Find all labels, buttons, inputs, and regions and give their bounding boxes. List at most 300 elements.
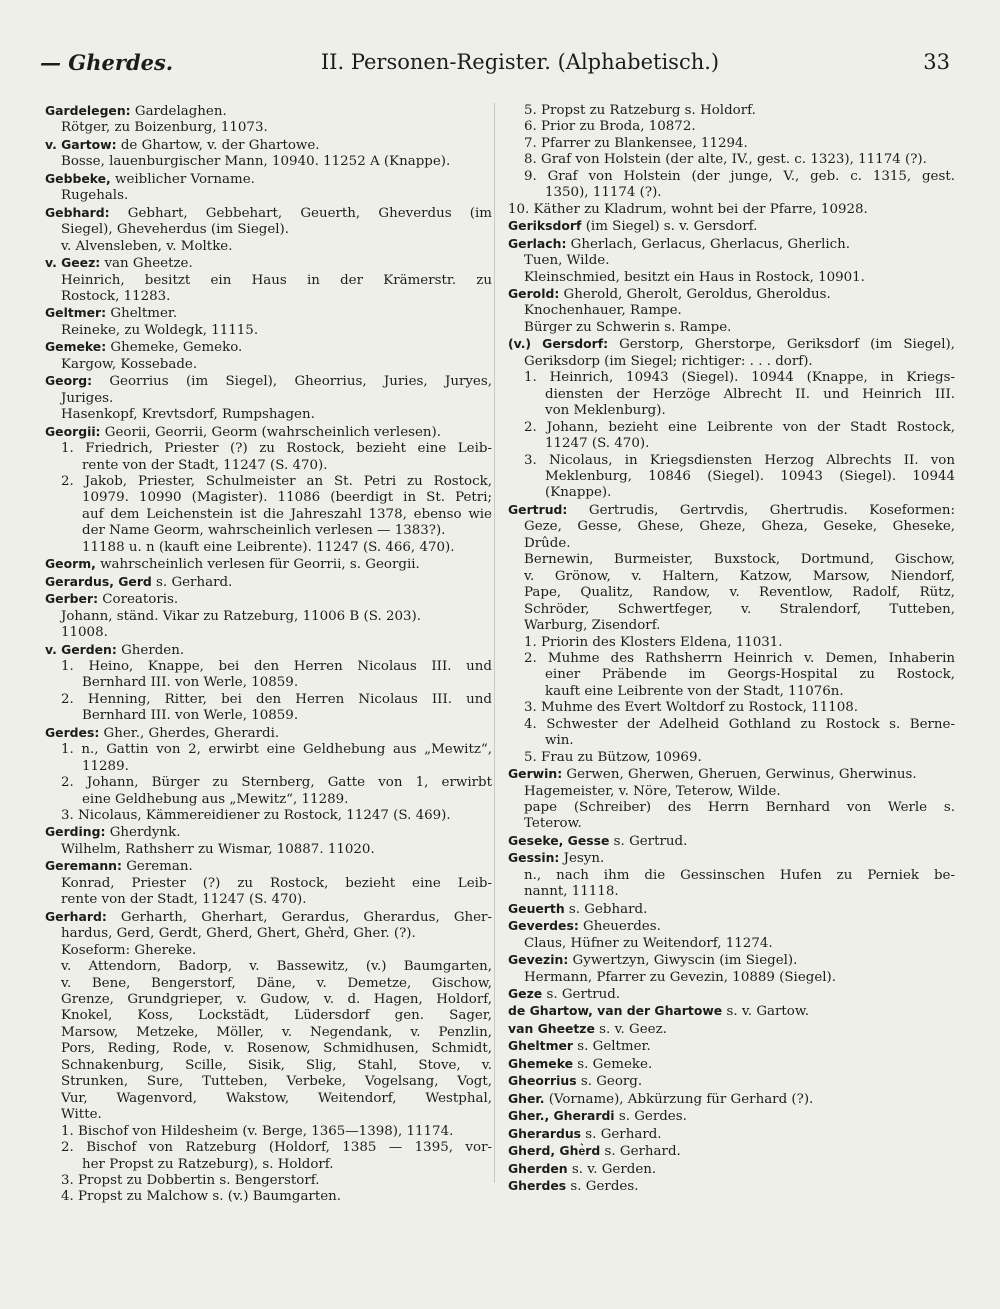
entry-text: einer Präbende im Georgs-Hospital zu Rostock, bbox=[545, 667, 955, 683]
entry-text: Reineke, zu Woldegk, 11115. bbox=[61, 322, 259, 338]
entry-text: s. v. Gerden. bbox=[567, 1161, 657, 1177]
index-line bbox=[45, 926, 492, 942]
index-line bbox=[45, 1008, 492, 1024]
index-line bbox=[45, 357, 492, 373]
index-line bbox=[45, 1124, 492, 1140]
index-entry bbox=[508, 502, 955, 519]
entry-text: 2. Johann, bezieht eine Leibrente von der Stadt Rostock, bbox=[524, 419, 955, 435]
entry-text: v. Attendorn, Badorp, v. Bassewitz, (v.) Baumgarten, bbox=[61, 959, 492, 975]
entry-text: 2. Bischof von Ratzeburg (Holdorf, 1385 — 1395, vor- bbox=[61, 1140, 492, 1156]
entry-text: Gywertzyn, Giwyscin (im Siegel). bbox=[568, 953, 798, 969]
entry-headword: Georgii: bbox=[45, 423, 101, 439]
entry-headword: Geseke, Gesse bbox=[508, 832, 610, 848]
index-line bbox=[45, 708, 492, 724]
index-line bbox=[508, 800, 955, 816]
entry-text: s. Gerhard. bbox=[151, 574, 233, 590]
entry-text: 11008. bbox=[61, 625, 108, 641]
entry-text: Geriksdorp (im Siegel; richtiger: . . . dorf). bbox=[524, 353, 813, 369]
entry-text: Vur, Wagenvord, Wakstow, Weitendorf, Westphal, bbox=[61, 1090, 492, 1106]
entry-text: s. Georg. bbox=[576, 1074, 643, 1090]
index-entry bbox=[45, 909, 492, 926]
index-line bbox=[508, 119, 955, 135]
entry-text: eine Geldhebung aus „Mewitz“, 11289. bbox=[82, 791, 349, 807]
index-line bbox=[508, 936, 955, 952]
index-entry bbox=[45, 642, 492, 659]
index-entry bbox=[508, 1143, 955, 1160]
entry-text: Hagemeister, v. Nöre, Teterow, Wilde. bbox=[524, 783, 781, 799]
entry-text: Gardelaghen. bbox=[130, 104, 227, 119]
index-entry bbox=[45, 305, 492, 322]
entry-headword: Geremann: bbox=[45, 858, 122, 874]
index-line bbox=[508, 320, 955, 336]
entry-text: (im Siegel) s. v. Gersdorf. bbox=[581, 219, 758, 235]
index-line bbox=[45, 474, 492, 490]
entry-text: (Vorname), Abkürzung für Gerhard (?). bbox=[544, 1091, 814, 1107]
entry-text: Gher., Gherdes, Gherardi. bbox=[99, 725, 280, 741]
index-entry bbox=[508, 918, 955, 935]
index-entry bbox=[508, 1073, 955, 1090]
entry-headword: Gerhard: bbox=[45, 908, 107, 924]
entry-text: diensten der Herzöge Albrecht II. und Heinrich III. bbox=[545, 386, 955, 402]
index-line bbox=[508, 387, 955, 403]
entry-headword: Gher., Gherardi bbox=[508, 1108, 615, 1124]
entry-headword: Gherd, Ghe͛rd bbox=[508, 1143, 601, 1159]
index-line bbox=[45, 441, 492, 457]
entry-text: Teterow. bbox=[524, 816, 582, 832]
index-entry bbox=[508, 850, 955, 867]
index-line bbox=[45, 943, 492, 959]
left-column bbox=[45, 103, 492, 1206]
running-head-left: — Gherdes. bbox=[40, 50, 174, 75]
entry-text: Rugehals. bbox=[61, 188, 129, 204]
index-line bbox=[45, 625, 492, 641]
index-line bbox=[508, 136, 955, 152]
entry-text: her Propst zu Ratzeburg), s. Holdorf. bbox=[82, 1156, 334, 1172]
entry-text: Knokel, Koss, Lockstädt, Lüdersdorf gen. Sager, bbox=[61, 1008, 492, 1024]
entry-headword: Gher. bbox=[508, 1090, 545, 1106]
entry-text: Georii, Georrii, Georm (wahrscheinlich verlesen). bbox=[100, 424, 442, 440]
entry-headword: Gerdes: bbox=[45, 724, 100, 740]
index-line bbox=[45, 876, 492, 892]
entry-headword: (v.) Gersdorf: bbox=[508, 336, 609, 352]
entry-headword: Gevezin: bbox=[508, 952, 569, 968]
index-line bbox=[508, 868, 955, 884]
index-line bbox=[508, 152, 955, 168]
running-head-title: II. Personen-Register. (Alphabetisch.) bbox=[320, 50, 720, 74]
entry-text: Drûde. bbox=[524, 535, 571, 551]
entry-text: Rostock, 11283. bbox=[61, 288, 171, 304]
entry-text: de Ghartow, v. der Ghartowe. bbox=[116, 137, 320, 153]
index-line bbox=[508, 750, 955, 766]
index-line bbox=[508, 169, 955, 185]
entry-text: s. Gertrud. bbox=[609, 833, 688, 849]
entry-text: 5. Frau zu Bützow, 10969. bbox=[524, 749, 702, 765]
index-line bbox=[508, 469, 955, 485]
index-line bbox=[45, 742, 492, 758]
index-entry bbox=[45, 103, 492, 120]
entry-text: Warburg, Zisendorf. bbox=[524, 618, 661, 634]
entry-text: 6. Prior zu Broda, 10872. bbox=[524, 119, 696, 135]
entry-text: Koseform: Ghereke. bbox=[61, 942, 197, 958]
entry-text: Schnakenburg, Scille, Sisik, Slig, Stahl, Stove, v. bbox=[61, 1057, 492, 1073]
entry-text: Ghemeke, Gemeko. bbox=[106, 340, 243, 356]
index-line bbox=[508, 485, 955, 501]
entry-text: 5. Propst zu Ratzeburg s. Holdorf. bbox=[524, 103, 756, 118]
index-line bbox=[508, 453, 955, 469]
index-line bbox=[45, 490, 492, 506]
index-entry bbox=[508, 1091, 955, 1108]
entry-text: (Knappe). bbox=[545, 485, 612, 501]
index-line bbox=[508, 202, 955, 218]
index-line bbox=[45, 120, 492, 136]
index-line bbox=[45, 222, 492, 238]
index-line bbox=[508, 733, 955, 749]
entry-text: Rötger, zu Boizenburg, 11073. bbox=[61, 120, 268, 136]
entry-headword: Geverdes: bbox=[508, 918, 579, 934]
entry-text: 4. Propst zu Malchow s. (v.) Baumgarten. bbox=[61, 1189, 342, 1205]
index-line bbox=[45, 1058, 492, 1074]
index-line bbox=[45, 188, 492, 204]
index-line bbox=[45, 659, 492, 675]
entry-text: s. Gerdes. bbox=[566, 1179, 639, 1194]
index-entry bbox=[45, 725, 492, 742]
entry-text: Grenze, Grundgrieper, v. Gudow, v. d. Hagen, Holdorf, bbox=[61, 992, 492, 1008]
index-line bbox=[508, 667, 955, 683]
entry-text: 3. Muhme des Evert Woltdorf zu Rostock, 11108. bbox=[524, 700, 859, 716]
entry-text: 4. Schwester der Adelheid Gothland zu Rostock s. Berne- bbox=[524, 716, 955, 732]
index-entry bbox=[508, 1178, 955, 1195]
entry-text: Konrad, Priester (?) zu Rostock, bezieht eine Leib- bbox=[61, 875, 492, 891]
entry-text: 3. Nicolaus, in Kriegsdiensten Herzog Albrechts II. von bbox=[524, 452, 955, 468]
entry-text: Gheuerdes. bbox=[578, 919, 661, 935]
index-entry bbox=[508, 1003, 955, 1020]
entry-text: Pape, Qualitz, Randow, v. Reventlow, Radolf, Rütz, bbox=[524, 585, 955, 601]
entry-text: 1. Priorin des Klosters Eldena, 11031. bbox=[524, 634, 783, 650]
entry-headword: v. Gerden: bbox=[45, 641, 117, 657]
entry-headword: de Ghartow, van der Ghartowe bbox=[508, 1003, 723, 1019]
entry-headword: Ghemeke bbox=[508, 1055, 574, 1071]
index-entry bbox=[508, 1108, 955, 1125]
index-line bbox=[508, 618, 955, 634]
entry-headword: Gheltmer bbox=[508, 1038, 573, 1054]
entry-text: Wilhelm, Rathsherr zu Wismar, 10887. 11020. bbox=[61, 841, 375, 857]
entry-text: Kleinschmied, besitzt ein Haus in Rostock, 10901. bbox=[524, 269, 865, 285]
index-line bbox=[45, 775, 492, 791]
entry-text: Bosse, lauenburgischer Mann, 10940. 11252 A (Knappe). bbox=[61, 154, 451, 170]
entry-text: Gerstorp, Gherstorpe, Geriksdorf (im Siegel), bbox=[608, 337, 955, 353]
entry-headword: Gherdes bbox=[508, 1178, 567, 1193]
index-line bbox=[508, 884, 955, 900]
index-line bbox=[45, 1025, 492, 1041]
entry-text: s. v. Gartow. bbox=[722, 1004, 809, 1020]
index-entry bbox=[508, 986, 955, 1003]
entry-text: Witte. bbox=[61, 1107, 102, 1123]
index-line bbox=[508, 651, 955, 667]
index-line bbox=[508, 569, 955, 585]
index-line bbox=[45, 1074, 492, 1090]
entry-text: Coreatoris. bbox=[98, 592, 179, 608]
index-line bbox=[508, 970, 955, 986]
entry-text: Claus, Hüfner zu Weitendorf, 11274. bbox=[524, 935, 773, 951]
entry-headword: Geltmer: bbox=[45, 305, 107, 321]
entry-headword: Gebbeke, bbox=[45, 170, 111, 186]
index-line bbox=[45, 792, 492, 808]
entry-headword: Geriksdorf bbox=[508, 218, 582, 234]
entry-text: Kargow, Kossebade. bbox=[61, 356, 198, 372]
entry-text: s. Gerdes. bbox=[614, 1109, 687, 1125]
entry-text: Knochenhauer, Rampe. bbox=[524, 303, 682, 319]
entry-text: s. Gebhard. bbox=[564, 901, 648, 917]
index-line bbox=[508, 253, 955, 269]
index-entry bbox=[45, 373, 492, 390]
index-line bbox=[45, 154, 492, 170]
index-line bbox=[508, 784, 955, 800]
index-line bbox=[45, 407, 492, 423]
entry-text: s. Gerhard. bbox=[581, 1126, 662, 1142]
index-line bbox=[45, 959, 492, 975]
index-line bbox=[508, 717, 955, 733]
entry-text: Gereman. bbox=[121, 859, 193, 875]
entry-text: 10. Käther zu Kladrum, wohnt bei der Pfarre, 10928. bbox=[508, 201, 868, 217]
index-line bbox=[45, 507, 492, 523]
entry-text: Bürger zu Schwerin s. Rampe. bbox=[524, 319, 732, 335]
index-line bbox=[45, 609, 492, 625]
entry-text: s. v. Geez. bbox=[594, 1021, 667, 1037]
entry-headword: Gerwin: bbox=[508, 766, 563, 782]
entry-text: Juriges. bbox=[61, 390, 114, 406]
index-line bbox=[508, 552, 955, 568]
index-entry bbox=[45, 858, 492, 875]
index-line bbox=[45, 1091, 492, 1107]
index-line bbox=[508, 103, 955, 119]
index-line bbox=[508, 436, 955, 452]
index-entry bbox=[508, 1126, 955, 1143]
entry-headword: Gerding: bbox=[45, 824, 106, 840]
index-line bbox=[45, 1140, 492, 1156]
entry-text: Meklenburg, 10846 (Siegel). 10943 (Siegel). 10944 bbox=[545, 468, 955, 484]
entry-text: Gherlach, Gerlacus, Gherlacus, Gherlich. bbox=[566, 236, 851, 252]
entry-text: Gheltmer. bbox=[106, 306, 178, 322]
entry-headword: Geuerth bbox=[508, 900, 565, 916]
entry-text: Bernhard III. von Werle, 10859. bbox=[82, 708, 299, 724]
index-entry bbox=[508, 286, 955, 303]
entry-headword: Gemeke: bbox=[45, 339, 107, 355]
entry-headword: Gertrud: bbox=[508, 501, 568, 517]
entry-text: Geze, Gesse, Ghese, Gheze, Gheza, Geseke, Gheseke, bbox=[524, 519, 955, 535]
entry-headword: Gessin: bbox=[508, 850, 560, 866]
index-line bbox=[45, 289, 492, 305]
index-line bbox=[45, 391, 492, 407]
index-entry bbox=[45, 205, 492, 222]
index-entry bbox=[45, 556, 492, 573]
entry-text: v. Grönow, v. Haltern, Katzow, Marsow, Niendorf, bbox=[524, 568, 955, 584]
index-entry bbox=[508, 952, 955, 969]
index-line bbox=[508, 816, 955, 832]
entry-headword: Gheorrius bbox=[508, 1073, 577, 1089]
entry-text: nannt, 11118. bbox=[524, 884, 619, 900]
index-line bbox=[45, 458, 492, 474]
index-line bbox=[508, 684, 955, 700]
entry-text: s. Gerhard. bbox=[600, 1144, 681, 1160]
index-entry bbox=[508, 218, 955, 235]
index-entry bbox=[508, 1161, 955, 1178]
index-line bbox=[45, 273, 492, 289]
index-line bbox=[45, 1173, 492, 1189]
entry-headword: Gebhard: bbox=[45, 204, 110, 220]
index-line bbox=[45, 976, 492, 992]
page-header bbox=[40, 50, 950, 86]
entry-text: Hermann, Pfarrer zu Gevezin, 10889 (Siegel). bbox=[524, 969, 837, 985]
index-entry bbox=[508, 236, 955, 253]
entry-text: Heinrich, besitzt ein Haus in der Krämerstr. zu bbox=[61, 272, 492, 288]
entry-text: 2. Henning, Ritter, bei den Herren Nicolaus III. und bbox=[61, 691, 492, 707]
entry-text: auf dem Leichenstein ist die Jahreszahl 1378, ebenso wie bbox=[82, 506, 492, 522]
entry-headword: Georm, bbox=[45, 556, 96, 572]
entry-text: s. Gemeke. bbox=[573, 1056, 653, 1072]
index-line bbox=[45, 808, 492, 824]
index-entry bbox=[508, 1021, 955, 1038]
entry-text: 9. Graf von Holstein (der junge, V., geb. c. 1315, gest. bbox=[524, 168, 955, 184]
entry-text: kauft eine Leibrente von der Stadt, 11076n. bbox=[545, 683, 844, 699]
entry-text: Bernewin, Burmeister, Buxstock, Dortmund, Gischow, bbox=[524, 552, 955, 568]
index-entry bbox=[45, 424, 492, 441]
entry-text: der Name Georm, wahrscheinlich verlesen — 1383?). bbox=[82, 523, 446, 539]
entry-text: Jesyn. bbox=[559, 851, 605, 867]
entry-text: Pors, Reding, Rode, v. Rosenow, Schmidhusen, Schmidt, bbox=[61, 1041, 492, 1057]
index-entry bbox=[508, 336, 955, 353]
entry-text: 2. Johann, Bürger zu Sternberg, Gatte von 1, erwirbt bbox=[61, 775, 492, 791]
entry-text: 10979. 10990 (Magister). 11086 (beerdigt in St. Petri; bbox=[82, 490, 492, 506]
index-line bbox=[45, 323, 492, 339]
index-line bbox=[45, 239, 492, 255]
entry-text: 11247 (S. 470). bbox=[545, 436, 650, 452]
entry-text: Tuen, Wilde. bbox=[524, 253, 610, 269]
index-line bbox=[508, 635, 955, 651]
entry-headword: Gherardus bbox=[508, 1125, 582, 1141]
index-entry bbox=[45, 339, 492, 356]
index-line bbox=[508, 185, 955, 201]
entry-headword: Gerber: bbox=[45, 591, 99, 607]
entry-headword: Gherden bbox=[508, 1160, 568, 1176]
index-entry bbox=[508, 766, 955, 783]
index-line bbox=[508, 403, 955, 419]
entry-text: Gerwen, Gherwen, Gheruen, Gerwinus, Gherwinus. bbox=[562, 767, 917, 783]
page-number: 33 bbox=[923, 50, 950, 74]
entry-text: s. Geltmer. bbox=[573, 1039, 651, 1055]
entry-text: 3. Propst zu Dobbertin s. Bengerstorf. bbox=[61, 1173, 320, 1188]
entry-text: 1. Heinrich, 10943 (Siegel). 10944 (Knappe, in Kriegs- bbox=[524, 370, 955, 386]
entry-text: 1. n., Gattin von 2, erwirbt eine Geldhebung aus „Mewitz“, bbox=[61, 742, 492, 758]
entry-text: 1. Heino, Knappe, bei den Herren Nicolaus III. und bbox=[61, 658, 492, 674]
index-line bbox=[45, 992, 492, 1008]
entry-text: Strunken, Sure, Tutteben, Verbeke, Vogelsang, Vogt, bbox=[61, 1074, 492, 1090]
index-line bbox=[508, 370, 955, 386]
entry-text: Schröder, Schwertfeger, v. Stralendorf, Tutteben, bbox=[524, 601, 955, 617]
index-line bbox=[45, 842, 492, 858]
index-entry bbox=[45, 137, 492, 154]
index-line bbox=[45, 692, 492, 708]
column-gutter bbox=[494, 103, 495, 1183]
entry-headword: v. Gartow: bbox=[45, 136, 117, 152]
entry-text: 1. Bischof von Hildesheim (v. Berge, 1365—1398), 11174. bbox=[61, 1123, 454, 1139]
entry-headword: Gerold: bbox=[508, 285, 560, 301]
entry-text: Hasenkopf, Krevtsdorf, Rumpshagen. bbox=[61, 407, 315, 423]
entry-headword: Geze bbox=[508, 986, 543, 1002]
index-line bbox=[45, 1041, 492, 1057]
index-line bbox=[45, 1189, 492, 1205]
index-line bbox=[508, 354, 955, 370]
entry-text: 2. Muhme des Rathsherrn Heinrich v. Demen, Inhaberin bbox=[524, 650, 955, 666]
index-line bbox=[45, 540, 492, 556]
entry-text: 2. Jakob, Priester, Schulmeister an St. Petri zu Rostock, bbox=[61, 473, 492, 489]
entry-text: win. bbox=[545, 733, 574, 749]
index-entry bbox=[45, 574, 492, 591]
entry-text: weiblicher Vorname. bbox=[110, 171, 255, 187]
entry-text: Georrius (im Siegel), Gheorrius, Juries, Juryes, bbox=[92, 374, 492, 390]
entry-text: 11289. bbox=[82, 758, 129, 774]
index-entry bbox=[45, 591, 492, 608]
index-entry bbox=[45, 171, 492, 188]
index-line bbox=[508, 585, 955, 601]
index-line bbox=[45, 675, 492, 691]
entry-headword: Gerlach: bbox=[508, 235, 567, 251]
entry-text: 8. Graf von Holstein (der alte, IV., gest. c. 1323), 11174 (?). bbox=[524, 152, 927, 168]
index-line bbox=[45, 1157, 492, 1173]
entry-text: 11188 u. n (kauft eine Leibrente). 11247 (S. 466, 470). bbox=[82, 539, 455, 555]
index-entry bbox=[45, 824, 492, 841]
index-line bbox=[45, 759, 492, 775]
entry-text: n., nach ihm die Gessinschen Hufen zu Perniek be- bbox=[524, 867, 955, 883]
index-line bbox=[508, 303, 955, 319]
index-line bbox=[45, 1107, 492, 1123]
index-entry bbox=[508, 901, 955, 918]
entry-text: Gherdynk. bbox=[105, 825, 181, 841]
index-line bbox=[508, 602, 955, 618]
index-line bbox=[508, 536, 955, 552]
index-entry bbox=[45, 255, 492, 272]
entry-headword: Gerardus, Gerd bbox=[45, 573, 152, 589]
entry-text: Siegel), Gheveherdus (im Siegel). bbox=[61, 222, 290, 238]
index-entry bbox=[508, 1038, 955, 1055]
entry-text: 7. Pfarrer zu Blankensee, 11294. bbox=[524, 135, 748, 151]
entry-text: 1. Friedrich, Priester (?) zu Rostock, bezieht eine Leib- bbox=[61, 441, 492, 457]
entry-text: Johann, ständ. Vikar zu Ratzeburg, 11006 B (S. 203). bbox=[61, 608, 421, 624]
entry-text: hardus, Gerd, Gerdt, Gherd, Ghert, Ghe͛rd, Gher. (?). bbox=[61, 926, 416, 942]
entry-text: rente von der Stadt, 11247 (S. 470). bbox=[82, 457, 328, 473]
entry-text: von Meklenburg). bbox=[545, 403, 666, 419]
entry-text: Gherden. bbox=[116, 642, 185, 658]
entry-text: Gerharth, Gherhart, Gerardus, Gherardus, Gher- bbox=[106, 909, 492, 925]
index-line bbox=[508, 700, 955, 716]
entry-text: pape (Schreiber) des Herrn Bernhard von Werle s. bbox=[524, 800, 955, 816]
entry-text: v. Bene, Bengerstorf, Däne, v. Demetze, Gischow, bbox=[61, 975, 492, 991]
entry-text: rente von der Stadt, 11247 (S. 470). bbox=[61, 892, 307, 908]
entry-headword: v. Geez: bbox=[45, 255, 101, 271]
index-entry bbox=[508, 1056, 955, 1073]
entry-text: v. Alvensleben, v. Moltke. bbox=[61, 238, 233, 254]
index-line bbox=[508, 519, 955, 535]
entry-text: 1350), 11174 (?). bbox=[545, 185, 662, 201]
index-entry bbox=[508, 833, 955, 850]
entry-text: van Gheetze. bbox=[100, 256, 193, 272]
entry-text: Marsow, Metzeke, Möller, v. Negendank, v. Penzlin, bbox=[61, 1024, 492, 1040]
index-line bbox=[45, 523, 492, 539]
entry-text: wahrscheinlich verlesen für Georrii, s. Georgii. bbox=[95, 557, 420, 573]
entry-headword: van Gheetze bbox=[508, 1020, 595, 1036]
index-line bbox=[508, 420, 955, 436]
entry-text: s. Gertrud. bbox=[542, 987, 621, 1003]
entry-text: 3. Nicolaus, Kämmereidiener zu Rostock, 11247 (S. 469). bbox=[61, 808, 451, 824]
